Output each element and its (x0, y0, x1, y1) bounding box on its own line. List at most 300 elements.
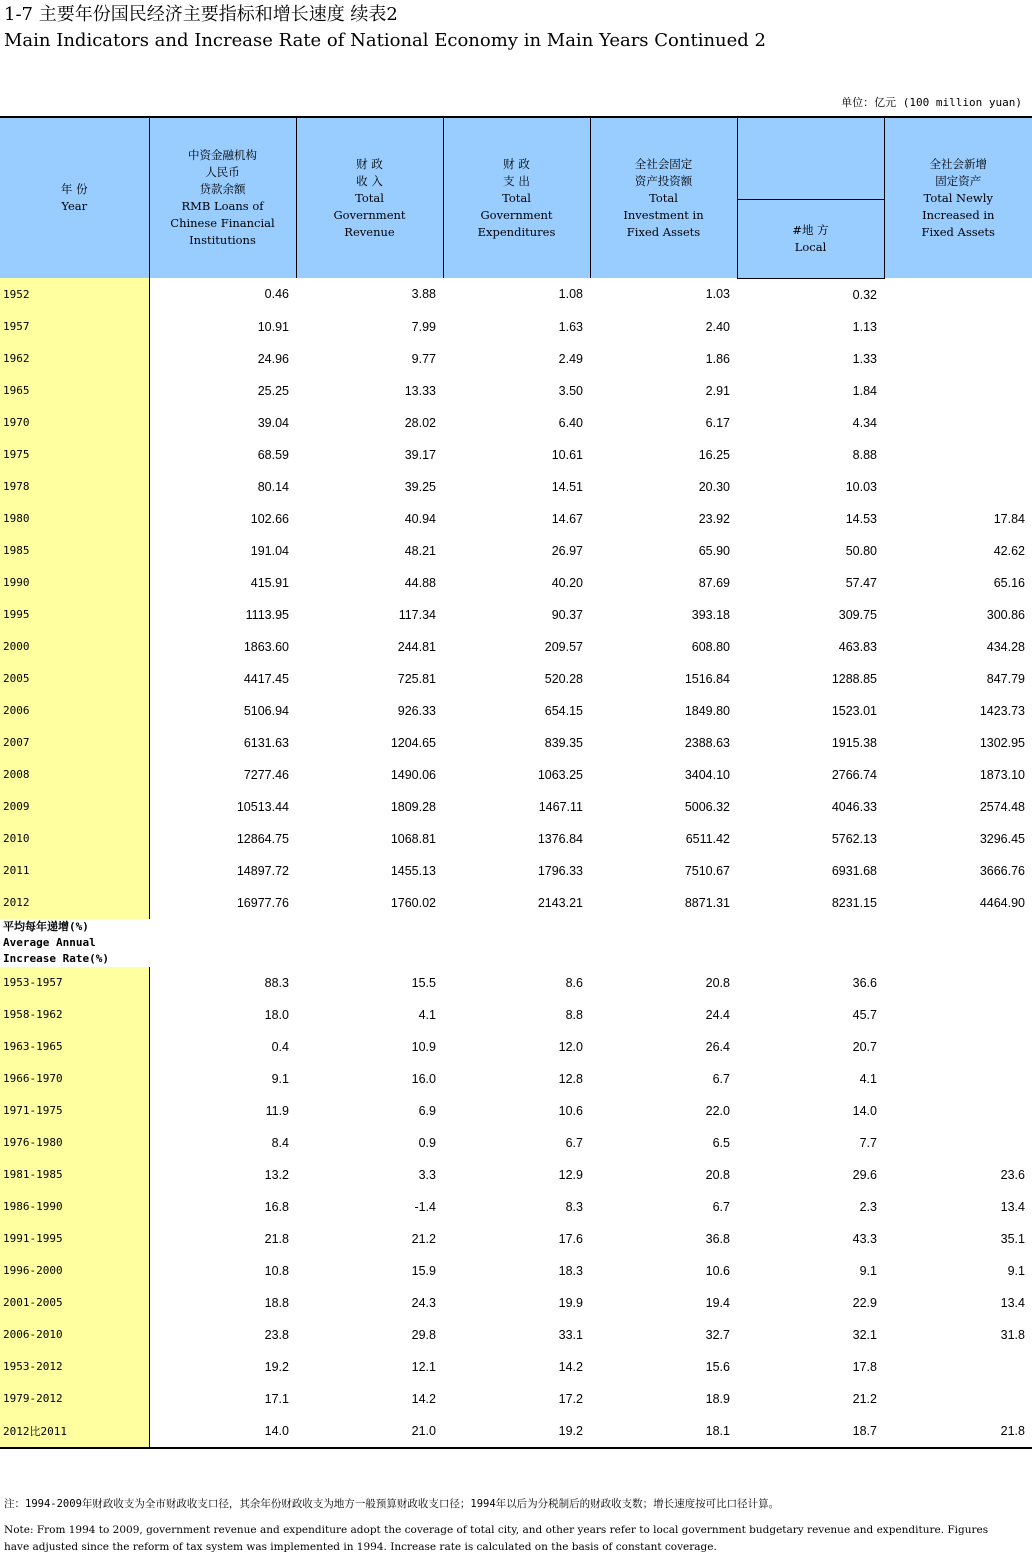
table-row (0, 791, 1032, 823)
value-cell: 1063.25 (537, 767, 583, 782)
section-empty-cell (443, 919, 590, 967)
table-row (0, 1255, 1032, 1287)
value-cell: 6511.42 (685, 831, 730, 846)
value-cell: 57.47 (845, 575, 877, 590)
value-cell: 9.1 (271, 1071, 289, 1086)
unit-label: 单位：亿元 (100 million yuan) (841, 96, 1022, 109)
value-cell: 1.08 (558, 287, 583, 302)
section-empty-cell (296, 919, 443, 967)
year-cell: 1957 (0, 311, 149, 343)
value-cell: 1.03 (705, 287, 730, 302)
table-row (0, 759, 1032, 791)
value-cell: 5762.13 (831, 831, 877, 846)
value-cell (884, 999, 1032, 1031)
value-cell: 21.8 (264, 1231, 289, 1246)
header-investment-cn: 全社会固定 资产投资额 (634, 156, 693, 188)
value-cell (884, 439, 1032, 471)
value-cell: 17.6 (558, 1231, 583, 1246)
value-cell: 10.91 (257, 319, 289, 334)
value-cell: 2574.48 (979, 799, 1025, 814)
value-cell: 3666.76 (979, 863, 1025, 878)
value-cell: 20.30 (698, 479, 730, 494)
value-cell: 39.17 (404, 447, 436, 462)
table-row (0, 471, 1032, 503)
value-cell: 1.33 (852, 351, 877, 366)
value-cell: 926.33 (397, 703, 436, 718)
value-cell: 18.0 (264, 1007, 289, 1022)
table-row (0, 599, 1032, 631)
year-cell: 1995 (0, 599, 149, 631)
table-row (0, 1095, 1032, 1127)
value-cell (884, 1095, 1032, 1127)
year-cell: 1979-2012 (0, 1383, 149, 1415)
value-cell: 14.0 (852, 1103, 877, 1118)
value-cell: 23.6 (1000, 1167, 1025, 1182)
year-cell: 1965 (0, 375, 149, 407)
value-cell: 39.04 (257, 415, 289, 430)
value-cell: 18.7 (737, 1415, 884, 1448)
table-row (0, 1031, 1032, 1063)
value-cell: 1467.11 (538, 799, 583, 814)
header-local-cn: #地 方 (792, 222, 829, 237)
value-cell: 3296.45 (979, 831, 1025, 846)
table-row (0, 631, 1032, 663)
value-cell: 4046.33 (831, 799, 877, 814)
section-row (0, 919, 1032, 967)
value-cell: 1523.01 (831, 703, 877, 718)
header-year (0, 117, 149, 278)
year-cell: 1996-2000 (0, 1255, 149, 1287)
value-cell: 9.1 (859, 1263, 877, 1278)
value-cell: 6.7 (565, 1135, 583, 1150)
value-cell: 12864.75 (236, 831, 289, 846)
value-cell: 1796.33 (537, 863, 583, 878)
year-cell: 2011 (0, 855, 149, 887)
table-body (0, 278, 1032, 1448)
table-row (0, 663, 1032, 695)
header-revenue-cn: 财 政 收 入 (356, 156, 383, 188)
value-cell: 4.1 (418, 1007, 436, 1022)
value-cell: 19.2 (264, 1359, 289, 1374)
header-local (737, 199, 884, 278)
value-cell (884, 1351, 1032, 1383)
value-cell: 12.0 (558, 1039, 583, 1054)
year-cell: 2000 (0, 631, 149, 663)
header-newly (884, 117, 1032, 278)
value-cell: 847.79 (986, 671, 1025, 686)
value-cell: 16.25 (698, 447, 730, 462)
header-newly-en: Total Newly Increased in Fixed Assets (921, 190, 995, 239)
value-cell: 6.7 (712, 1071, 730, 1086)
table-row (0, 1223, 1032, 1255)
value-cell: 5006.32 (684, 799, 730, 814)
value-cell: 309.75 (838, 607, 877, 622)
table-row (0, 1351, 1032, 1383)
table-row (0, 1415, 1032, 1448)
value-cell: 6131.63 (243, 735, 289, 750)
value-cell: 87.69 (698, 575, 730, 590)
value-cell: 42.62 (993, 543, 1025, 558)
value-cell: 7510.67 (684, 863, 730, 878)
value-cell: 415.91 (250, 575, 289, 590)
year-cell: 2007 (0, 727, 149, 759)
value-cell: 33.1 (558, 1327, 583, 1342)
value-cell (884, 311, 1032, 343)
value-cell: 0.32 (852, 287, 877, 302)
value-cell: 1873.10 (979, 767, 1025, 782)
table-row (0, 407, 1032, 439)
value-cell: 17.2 (558, 1391, 583, 1406)
value-cell: 654.15 (544, 703, 583, 718)
value-cell: 117.34 (398, 607, 436, 622)
value-cell: 3.50 (558, 383, 583, 398)
value-cell: 15.9 (411, 1263, 436, 1278)
note-cn: 注：1994-2009年财政收支为全市财政收支口径，其余年份财政收支为地方一般预算财政收支口径；1994年以后为分税制后的财政收支数；增长速度按可比口径计算。 (4, 1498, 780, 1510)
section-label-label-en2: Increase Rate(%) (3, 951, 109, 965)
year-cell: 1986-1990 (0, 1191, 149, 1223)
year-cell: 2010 (0, 823, 149, 855)
value-cell: 45.7 (852, 1007, 877, 1022)
value-cell (884, 343, 1032, 375)
value-cell: 1849.80 (684, 703, 730, 718)
value-cell: 21.0 (296, 1415, 443, 1448)
header-expenditure (443, 117, 590, 278)
value-cell: 18.1 (590, 1415, 737, 1448)
year-cell: 2008 (0, 759, 149, 791)
year-cell: 2006-2010 (0, 1319, 149, 1351)
value-cell: 12.1 (411, 1359, 436, 1374)
value-cell: 39.25 (404, 479, 436, 494)
table-row (0, 967, 1032, 999)
year-cell: 1971-1975 (0, 1095, 149, 1127)
year-cell: 1975 (0, 439, 149, 471)
section-label-label-cn: 平均每年递增(%) (3, 919, 89, 933)
table-row (0, 823, 1032, 855)
value-cell: 1376.84 (537, 831, 583, 846)
value-cell: 26.4 (705, 1039, 730, 1054)
value-cell (884, 471, 1032, 503)
value-cell: 14897.72 (236, 863, 289, 878)
value-cell: 21.2 (411, 1231, 436, 1246)
value-cell: 300.86 (986, 607, 1025, 622)
value-cell: 16.8 (264, 1199, 289, 1214)
value-cell: 31.8 (1000, 1327, 1025, 1342)
value-cell: 18.9 (705, 1391, 730, 1406)
year-cell: 1958-1962 (0, 999, 149, 1031)
value-cell: 7.99 (411, 319, 436, 334)
value-cell: 0.9 (418, 1135, 436, 1150)
header-investment (590, 117, 737, 278)
value-cell: 1516.84 (684, 671, 730, 686)
value-cell: 80.14 (257, 479, 289, 494)
value-cell: 15.5 (411, 975, 436, 990)
year-cell: 2012 (0, 887, 149, 919)
value-cell: 21.8 (884, 1415, 1032, 1448)
header-investment-en: Total Investment in Fixed Assets (623, 190, 704, 239)
section-empty-cell (590, 919, 737, 967)
year-cell: 1963-1965 (0, 1031, 149, 1063)
value-cell: 50.80 (845, 543, 877, 558)
value-cell: 1068.81 (390, 831, 436, 846)
table-row (0, 503, 1032, 535)
value-cell: 16977.76 (236, 895, 289, 910)
value-cell (884, 1063, 1032, 1095)
value-cell: 65.90 (698, 543, 730, 558)
year-cell: 1952 (0, 278, 149, 311)
year-cell: 1980 (0, 503, 149, 535)
table-row (0, 1127, 1032, 1159)
value-cell (884, 407, 1032, 439)
year-cell: 1962 (0, 343, 149, 375)
value-cell: 4464.90 (979, 895, 1025, 910)
value-cell: 3.88 (411, 287, 436, 302)
year-cell: 2005 (0, 663, 149, 695)
section-empty-cell (737, 919, 884, 967)
value-cell: 43.3 (852, 1231, 877, 1246)
value-cell: 18.3 (558, 1263, 583, 1278)
value-cell: 14.67 (551, 511, 583, 526)
value-cell: 393.18 (691, 607, 730, 622)
value-cell: 28.02 (404, 415, 436, 430)
value-cell: 6.40 (558, 415, 583, 430)
value-cell: 3404.10 (684, 767, 730, 782)
value-cell: 20.8 (705, 975, 730, 990)
value-cell: 10.61 (551, 447, 583, 462)
value-cell: 24.4 (705, 1007, 730, 1022)
value-cell: 17.8 (852, 1359, 877, 1374)
value-cell: 1455.13 (390, 863, 436, 878)
page-title-cn: 1-7 主要年份国民经济主要指标和增长速度 续表2 (4, 4, 398, 25)
value-cell: 15.6 (705, 1359, 730, 1374)
year-cell: 2001-2005 (0, 1287, 149, 1319)
value-cell: 9.1 (1007, 1263, 1025, 1278)
value-cell: 22.9 (852, 1295, 877, 1310)
year-cell: 2009 (0, 791, 149, 823)
value-cell: 19.9 (558, 1295, 583, 1310)
value-cell: 29.6 (852, 1167, 877, 1182)
year-cell: 1981-1985 (0, 1159, 149, 1191)
value-cell: 88.3 (264, 975, 289, 990)
value-cell: 1809.28 (390, 799, 436, 814)
value-cell: 8.88 (852, 447, 877, 462)
value-cell: 2766.74 (831, 767, 877, 782)
value-cell: 4417.45 (243, 671, 289, 686)
value-cell: 40.20 (551, 575, 583, 590)
section-label-label-en1: Average Annual (3, 935, 96, 949)
value-cell: 6.9 (418, 1103, 436, 1118)
table-row (0, 855, 1032, 887)
value-cell: 1113.95 (245, 607, 289, 622)
value-cell: 839.35 (544, 735, 583, 750)
value-cell: 0.4 (271, 1039, 289, 1054)
value-cell: 7.7 (859, 1135, 877, 1150)
value-cell: 2.49 (558, 351, 583, 366)
value-cell: 463.83 (838, 639, 877, 654)
value-cell: 6.5 (712, 1135, 730, 1150)
section-label (0, 919, 149, 967)
header-loans-en: RMB Loans of Chinese Financial Institutions (170, 199, 275, 247)
value-cell: 13.4 (1000, 1199, 1025, 1214)
value-cell: 29.8 (411, 1327, 436, 1342)
year-cell: 1991-1995 (0, 1223, 149, 1255)
section-empty-cell (884, 919, 1032, 967)
year-cell: 1978 (0, 471, 149, 503)
value-cell: 10.6 (705, 1263, 730, 1278)
header-loans-cn: 中资金融机构 人民币 贷款余额 (188, 148, 257, 196)
value-cell: 1423.73 (979, 703, 1025, 718)
value-cell: 2388.63 (684, 735, 730, 750)
value-cell: 19.2 (443, 1415, 590, 1448)
value-cell: 2143.21 (537, 895, 583, 910)
value-cell: 14.53 (845, 511, 877, 526)
value-cell: 2.91 (705, 383, 730, 398)
year-cell: 1953-2012 (0, 1351, 149, 1383)
value-cell: 12.8 (558, 1071, 583, 1086)
value-cell: 12.9 (558, 1167, 583, 1182)
value-cell: 17.1 (264, 1391, 289, 1406)
table-row (0, 1159, 1032, 1191)
value-cell: 23.8 (264, 1327, 289, 1342)
value-cell: 17.84 (993, 511, 1025, 526)
value-cell: 191.04 (250, 543, 289, 558)
value-cell: 35.1 (1000, 1231, 1025, 1246)
value-cell: 10.03 (845, 479, 877, 494)
value-cell: 24.96 (257, 351, 289, 366)
value-cell: 22.0 (705, 1103, 730, 1118)
year-cell: 1990 (0, 567, 149, 599)
value-cell: 9.77 (411, 351, 436, 366)
value-cell: 25.25 (257, 383, 289, 398)
value-cell: 608.80 (691, 639, 730, 654)
value-cell: 10513.44 (236, 799, 289, 814)
value-cell: 14.51 (551, 479, 583, 494)
value-cell: 14.2 (558, 1359, 583, 1374)
value-cell: 5106.94 (243, 703, 289, 718)
header-local-spacer (737, 117, 884, 199)
value-cell: 26.97 (551, 543, 583, 558)
value-cell: 209.57 (544, 639, 583, 654)
value-cell (884, 1031, 1032, 1063)
value-cell (884, 1127, 1032, 1159)
value-cell: 65.16 (993, 575, 1025, 590)
value-cell: 8.6 (565, 975, 583, 990)
table-row (0, 375, 1032, 407)
value-cell: 6931.68 (831, 863, 877, 878)
value-cell: 10.8 (264, 1263, 289, 1278)
table-row (0, 727, 1032, 759)
value-cell: 48.21 (404, 543, 436, 558)
value-cell: 20.7 (852, 1039, 877, 1054)
header-year-cn: 年 份 (60, 182, 88, 196)
value-cell: 520.28 (544, 671, 583, 686)
value-cell: 2.3 (859, 1199, 877, 1214)
value-cell: 8.4 (271, 1135, 289, 1150)
value-cell (884, 278, 1032, 311)
table-row (0, 1191, 1032, 1223)
value-cell: 44.88 (404, 575, 436, 590)
value-cell: 6.7 (712, 1199, 730, 1214)
value-cell: 7277.46 (243, 767, 289, 782)
value-cell: 19.4 (705, 1295, 730, 1310)
indicators-table-wrapper (0, 116, 1032, 1449)
value-cell: 434.28 (986, 639, 1025, 654)
value-cell: 1760.02 (390, 895, 436, 910)
value-cell: 13.33 (404, 383, 436, 398)
header-revenue-en: Total Government Revenue (333, 190, 406, 239)
year-cell: 2012比2011 (0, 1415, 149, 1448)
value-cell: 32.7 (705, 1327, 730, 1342)
value-cell: 1863.60 (243, 639, 289, 654)
header-revenue (296, 117, 443, 278)
value-cell: 11.9 (265, 1103, 289, 1118)
value-cell: 68.59 (257, 447, 289, 462)
year-cell: 2006 (0, 695, 149, 727)
value-cell: 102.66 (250, 511, 289, 526)
value-cell: 24.3 (411, 1295, 436, 1310)
table-row (0, 343, 1032, 375)
value-cell: 20.8 (705, 1167, 730, 1182)
value-cell: 4.34 (852, 415, 877, 430)
value-cell: 90.37 (551, 607, 583, 622)
table-row (0, 887, 1032, 919)
value-cell: 10.9 (411, 1039, 436, 1054)
value-cell: 4.1 (859, 1071, 877, 1086)
page-title-en: Main Indicators and Increase Rate of National Economy in Main Years Continued 2 (4, 30, 766, 51)
table-row (0, 278, 1032, 311)
year-cell: 1970 (0, 407, 149, 439)
value-cell: 16.0 (411, 1071, 436, 1086)
value-cell: 1204.65 (390, 735, 436, 750)
value-cell: 1.84 (852, 383, 877, 398)
header-year-en: Year (61, 199, 88, 213)
header-local-en: Local (794, 239, 827, 254)
indicators-table (0, 116, 1032, 1449)
header-loans (149, 117, 296, 278)
value-cell: 8.8 (565, 1007, 583, 1022)
value-cell: 40.94 (404, 511, 436, 526)
table-row (0, 695, 1032, 727)
value-cell: 1.13 (852, 319, 877, 334)
value-cell: 3.3 (418, 1167, 436, 1182)
table-row (0, 1287, 1032, 1319)
value-cell: 36.6 (852, 975, 877, 990)
value-cell: 10.6 (558, 1103, 583, 1118)
table-row (0, 567, 1032, 599)
header-expenditure-en: Total Government Expenditures (477, 190, 556, 239)
value-cell: 244.81 (397, 639, 436, 654)
table-row (0, 1063, 1032, 1095)
value-cell: 14.0 (149, 1415, 296, 1448)
table-row (0, 1319, 1032, 1351)
table-row (0, 311, 1032, 343)
year-cell: 1966-1970 (0, 1063, 149, 1095)
value-cell: 1490.06 (390, 767, 436, 782)
value-cell (884, 967, 1032, 999)
value-cell: 2.40 (705, 319, 730, 334)
value-cell: 725.81 (397, 671, 436, 686)
table-row (0, 535, 1032, 567)
value-cell: 1.86 (705, 351, 730, 366)
section-empty-cell (149, 919, 296, 967)
value-cell: 18.8 (264, 1295, 289, 1310)
value-cell: 1288.85 (831, 671, 877, 686)
value-cell: 13.2 (264, 1167, 289, 1182)
table-row (0, 1383, 1032, 1415)
value-cell: 14.2 (411, 1391, 436, 1406)
value-cell: 8.3 (565, 1199, 583, 1214)
value-cell (884, 1383, 1032, 1415)
year-cell: 1985 (0, 535, 149, 567)
